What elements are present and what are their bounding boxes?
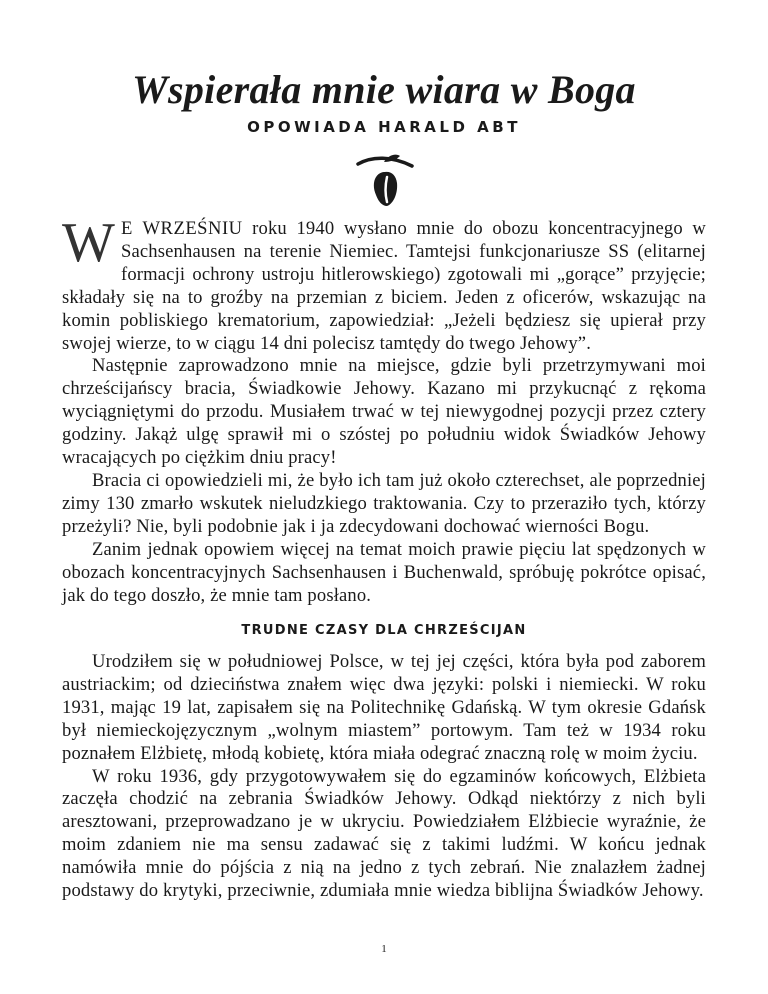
- apple-leaf-ornament-icon: [354, 150, 416, 208]
- section-heading: TRUDNE CZASY DLA CHRZEŚCIJAN: [241, 623, 527, 638]
- paragraph: Następnie zaprowadzono mnie na miejsce, gdzie byli przetrzymywani moi chrześcijańscy bracia, Świadkowie Jehowy. Kazano mi przykucnąć z rękoma wyciągniętymi do przodu. Musiałem trwać w tej niewygodnej pozycji przez cztery godziny. Jakąż ulgę sprawił mi o szóstej po południu widok Świadków Jehowy wracających po ciężkim dniu pracy!: [62, 355, 706, 469]
- paragraph: [62, 212, 706, 355]
- intro-section: [62, 212, 706, 607]
- paragraph: W roku 1936, gdy przygotowywałem się do egzaminów końcowych, Elżbieta zaczęła chodzić na zebrania Świadków Jehowy. Odkąd niektórzy z nich byli aresztowani, przeprowadzano je w ukryciu. Powiedziałem Elżbiecie wyraźnie, że moim zdaniem nie ma sensu zadawać się z takimi ludźmi. W końcu jednak namówiła mnie do pójścia z nią na jedno z tych zebrań. Nie znalazłem żadnej podstawy do krytyki, przeciwnie, zdumiała mnie wiedza biblijna Świadków Jehowy.: [62, 765, 706, 902]
- drop-cap: W: [62, 212, 116, 274]
- paragraph-text: roku 1940 wysłano mnie do obozu koncentracyjnego w Sachsenhausen na terenie Niemiec. Tamtejsi funkcjonariusze SS (elitarnej formacji ochrony ustroju hitlerowskiego) zgotowali mi „gorące” przyjęcie; składały się na to groźby na przemian z biciem. Jeden z oficerów, wskazując na komin pobliskiego krematorium, zapowiedział: „Jeżeli będziesz się upierał przy swojej wierze, to w ciągu 14 dni polecisz tamtędy do twego Jehowy”.: [62, 218, 706, 354]
- section-body: [62, 651, 706, 903]
- paragraph: Urodziłem się w południowej Polsce, w tej jej części, która była pod zaborem austriackim; od dzieciństwa znałem więc dwa języki: polski i niemiecki. W roku 1931, mając 19 lat, zapisałem się na Politechnikę Gdańską. W tym okresie Gdańsk był niemieckojęzycznym „wolnym miastem” portowym. Tam też w 1934 roku poznałem Elżbietę, młodą kobietę, która miała odegrać znaczną rolę w moim życiu.: [62, 651, 706, 764]
- paragraph: Zanim jednak opowiem więcej na temat moich prawie pięciu lat spędzonych w obozach koncentracyjnych Sachsenhausen i Buchenwald, spróbuję pokrótce opisać, jak do tego doszło, że mnie tam posłano.: [62, 538, 706, 606]
- article-subtitle: OPOWIADA HARALD ABT: [247, 118, 521, 136]
- paragraph: Bracia ci opowiedzieli mi, że było ich tam już około czterechset, ale poprzedniej zimy 130 zmarło wskutek nieludzkiego traktowania. Czy to przeraziło tych, którzy przeżyli? Nie, byli podobnie jak i ja zdecydowani dochować wierności Bogu.: [62, 469, 706, 537]
- page-number: 1: [381, 943, 387, 955]
- lead-caps: E WRZEŚNIU: [121, 218, 243, 239]
- article-title: Wspierała mnie wiara w Boga: [132, 67, 636, 112]
